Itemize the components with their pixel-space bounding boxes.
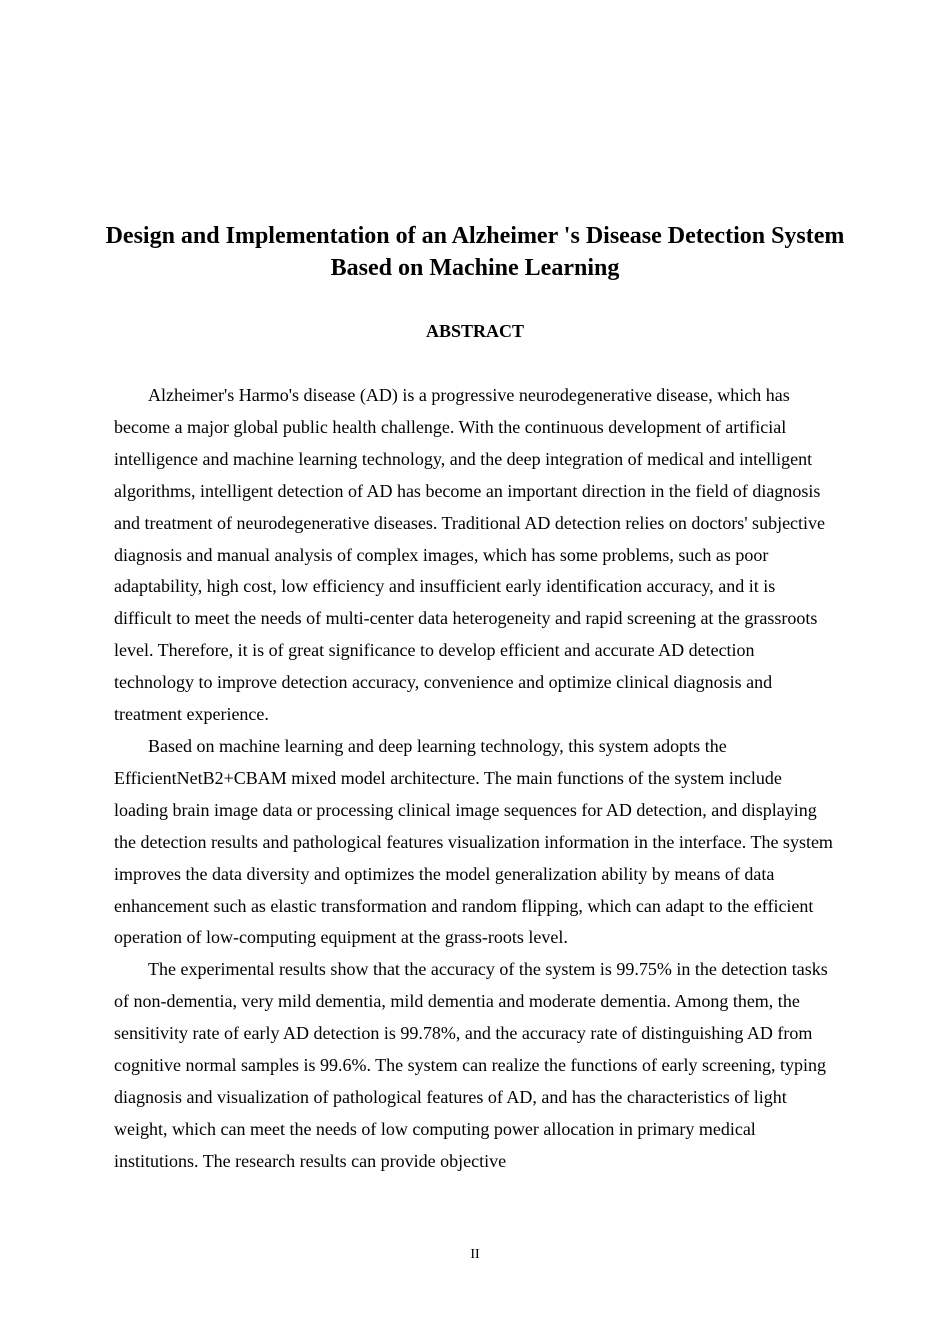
abstract-heading: ABSTRACT	[425, 321, 525, 341]
abstract-body	[114, 380, 836, 1178]
abstract-paragraph-2: Based on machine learning and deep learning technology, this system adopts the EfficientNetB2+CBAM mixed model architecture. The main functions of the system include loading brain image data or processing clinical image sequences for AD detection, and displaying the detection results and pathological features visualization information in the interface. The system improves the data diversity and optimizes the model generalization ability by means of data enhancement such as elastic transformation and random flipping, which can adapt to the efficient operation of low-computing equipment at the grass-roots level.	[114, 735, 833, 948]
abstract-paragraph-3: The experimental results show that the accuracy of the system is 99.75% in the detection tasks of non-dementia, very mild dementia, mild dementia and moderate dementia. Among them, the sensitivity rate of early AD detection is 99.78%, and the accuracy rate of distinguishing AD from cognitive normal samples is 99.6%. The system can realize the functions of early screening, typing diagnosis and visualization of pathological features of AD, and has the characteristics of light weight, which can meet the needs of low computing power allocation in primary medical institutions. The research results can provide objective	[114, 959, 828, 1171]
document-title: Design and Implementation of an Alzheimer 's Disease Detection System Based on Machine Learning	[105, 223, 845, 281]
abstract-paragraph-1: Alzheimer's Harmo's disease (AD) is a progressive neurodegenerative disease, which has become a major global public health challenge. With the continuous development of artificial intelligence and machine learning technology, and the deep integration of medical and intelligent algorithms, intelligent detection of AD has become an important direction in the field of diagnosis and treatment of neurodegenerative diseases. Traditional AD detection relies on doctors' subjective diagnosis and manual analysis of complex images, which has some problems, such as poor adaptability, high cost, low efficiency and insufficient early identification accuracy, and it is difficult to meet the needs of multi-center data heterogeneity and rapid screening at the grassroots level. Therefore, it is of great significance to develop efficient and accurate AD detection technology to improve detection accuracy, convenience and optimize clinical diagnosis and treatment experience.	[114, 385, 826, 725]
page-number: II	[470, 1247, 480, 1262]
